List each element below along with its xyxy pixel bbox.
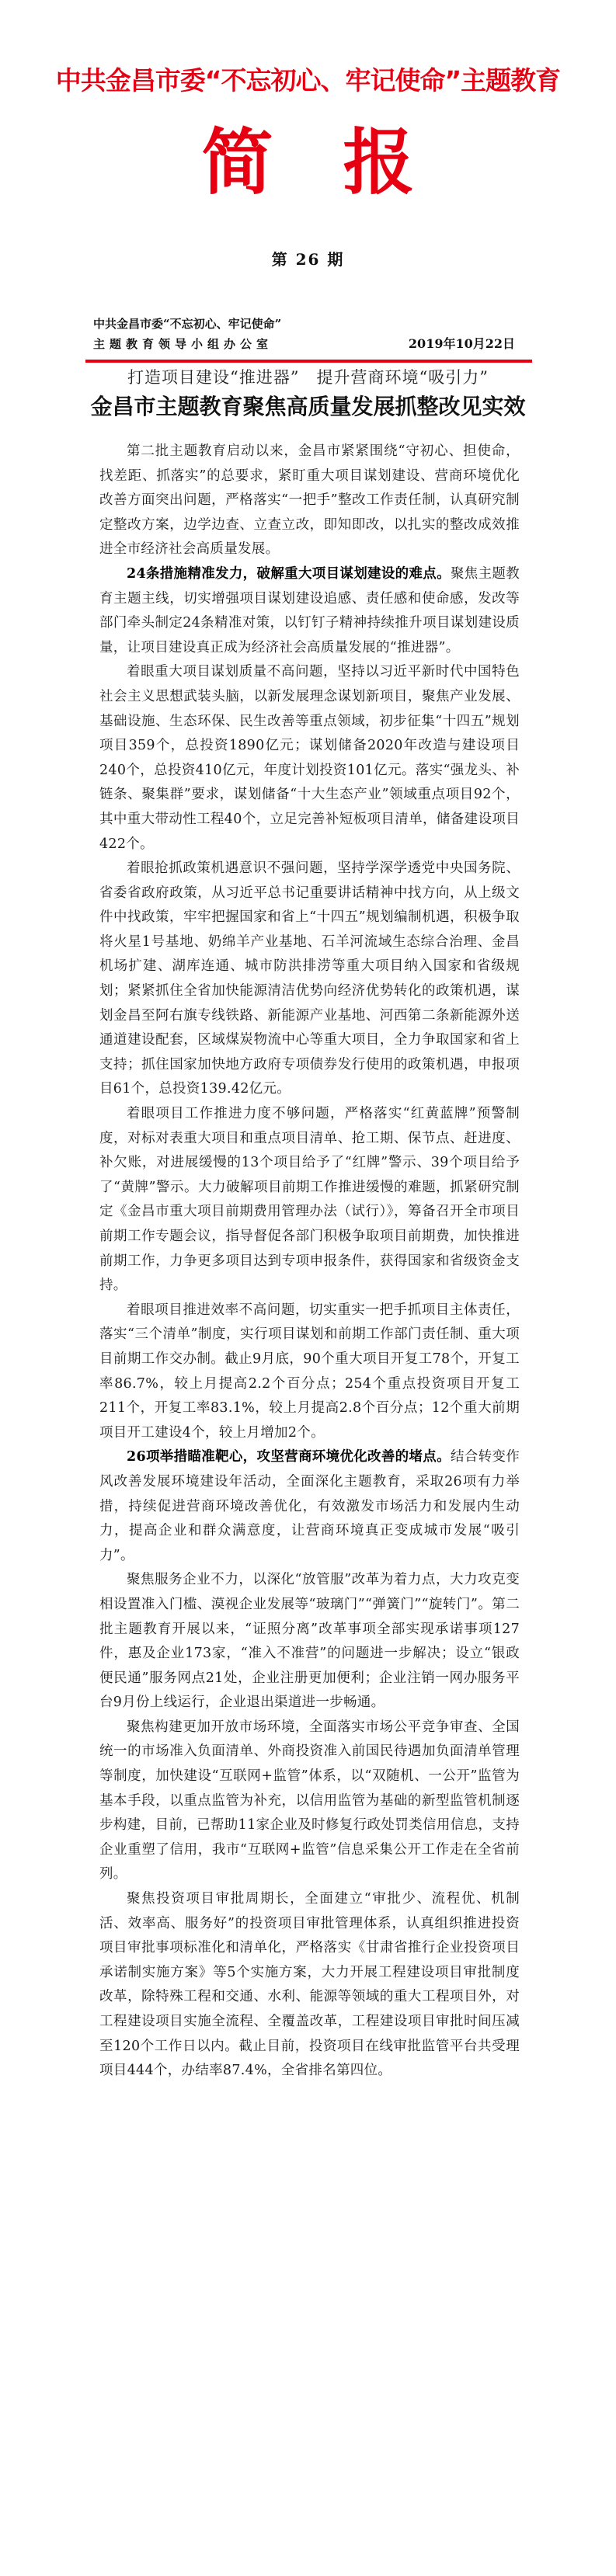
paragraph-text: 聚焦主题教育主题主线，切实增强项目谋划建设追感、责任感和使命感，发改等部门牵头制定24条精准对策，以钉钉子精神持续推升项目谋划建设质量，让项目建设真正成为经济社会高质量发展的“推进器”。: [99, 565, 520, 655]
article-paragraph: [99, 562, 520, 660]
article-paragraph: [99, 1887, 520, 2084]
article-paragraph: [99, 440, 520, 562]
paragraph-text: 着眼项目推进效率不高问题，切实重实一把手抓项目主体责任，落实“三个清单”制度，实行项目谋划和前期工作部门责任制、重大项目前期工作交办制。截止9月底，90个重大项目开复工78个，开复工率86.7%，较上月提高2.2个百分点；254个重点投资项目开复工211个，开复工率83.1%，较上月提高2.8个百分点；12个重大前期项目开工建设4个，较上月增加2个。: [99, 1302, 520, 1441]
issue-number: 第 26 期: [271, 250, 345, 269]
article-paragraph: [99, 660, 520, 857]
article-subtitle: 打造项目建设“推进器” 提升营商环境“吸引力”: [127, 368, 489, 387]
paragraph-lead: 26项举措瞄准靶心，攻坚营商环境优化改善的堵点。: [127, 1449, 451, 1465]
paragraph-text: 着眼项目工作推进力度不够问题，严格落实“红黄蓝牌”预警制度，对标对表重大项目和重点项目清单、抢工期、保节点、赶进度、补欠账，对进展缓慢的13个项目给予了“红牌”警示、39个项目给予了“黄牌”警示。大力破解项目前期工作推进缓慢的难题，抓紧研究制定《金昌市重大项目前期费用管理办法（试行）》，筹备召开全市项目前期工作专题会议，指导督促各部门积极争取项目前期费，加快推进前期工作，力争更多项目达到专项申报条件，获得国家和省级资金支持。: [99, 1106, 520, 1294]
issuer-line-2: 主题教育领导小组办公室: [93, 337, 273, 351]
article-paragraph: [99, 1298, 520, 1446]
paragraph-text: 第二批主题教育启动以来，金昌市紧紧围绕“守初心、担使命，找差距、抓落实”的总要求，紧盯重大项目谋划建设、营商环境优化改善方面突出问题，严格落实“一把手”整改工作责任制，认真研究制定整改方案，边学边查、立查立改，即知即改，以扎实的整改成效推进全市经济社会高质量发展。: [99, 443, 520, 558]
paragraph-text: 结合转变作风改善发展环境建设年活动，全面深化主题教育，采取26项有力举措，持续促进营商环境改善优化，有效激发市场活力和发展内生动力，提高企业和群众满意度，让营商环境真正变成城市发展“吸引力”。: [99, 1449, 520, 1563]
issuer-line-1: 中共金昌市委“不忘初心、牢记使命”: [93, 317, 282, 331]
article-paragraph: [99, 1568, 520, 1716]
issue-date: 2019年10月22日: [408, 336, 515, 351]
paragraph-text: 聚焦构建更加开放市场环境，全面落实市场公平竞争审查、全国统一的市场准入负面清单、外商投资准入前国民待遇加负面清单管理等制度，加快建设“互联网+监管”体系，以“双随机、一公开”监管为基本手段，以重点监管为补充，以信用监管为基础的新型监管机制逐步构建，目前，已帮助11家企业及时修复行政处罚类信用信息，支持企业重塑了信用，我市“互联网+监管”信息采集公开工作走在全省前列。: [99, 1719, 520, 1882]
masthead-title: 中共金昌市委“不忘初心、牢记使命”主题教育: [55, 65, 561, 96]
article-paragraph: [99, 1716, 520, 1887]
paragraph-text: 聚焦投资项目审批周期长，全面建立“审批少、流程优、机制活、效率高、服务好”的投资项目审批管理体系，认真组织推进投资项目审批事项标准化和清单化，严格落实《甘肃省推行企业投资项目承诺制实施方案》等5个实施方案，大力开展工程建设项目审批制度改革，除特殊工程和交通、水利、能源等领域的重大工程项目外，对工程建设项目实施全流程、全覆盖改革，工程建设项目审批时间压减至120个工作日以内。截止目前，投资项目在线审批监管平台共受理项目444个，办结率87.4%，全省排名第四位。: [99, 1891, 520, 2079]
paragraph-text: 聚焦服务企业不力，以深化“放管服”改革为着力点，大力攻克变相设置准入门槛、漠视企业发展等“玻璃门”“弹簧门”“旋转门”。第二批主题教育开展以来，“证照分离”改革事项全部实现承诺事项127件，惠及企业173家，“准入不准营”的问题进一步解决；设立“银政便民通”服务网点21处，企业注册更加便利；企业注销一网办服务平台9月份上线运行，企业退出渠道进一步畅通。: [99, 1572, 520, 1711]
red-divider: [85, 360, 532, 363]
article-title: 金昌市主题教育聚焦高质量发展抓整改见实效: [90, 394, 526, 419]
paragraph-lead: 24条措施精准发力，破解重大项目谋划建设的难点。: [127, 565, 451, 582]
article-body: [99, 440, 520, 2084]
paragraph-text: 着眼抢抓政策机遇意识不强问题，坚持学深学透党中央国务院、省委省政府政策，从习近平总书记重要讲话精神中找方向，从上级文件中找政策，牢牢把握国家和省上“十四五”规划编制机遇，积极争取将火星1号基地、奶绵羊产业基地、石羊河流域生态综合治理、金昌机场扩建、湖库连通、城市防洪排涝等重大项目纳入国家和省级规划；紧紧抓住全省加快能源清洁优势向经济优势转化的政策机遇，谋划金昌至阿右旗专线铁路、新能源产业基地、河西第二条新能源外送通道建设配套，区域煤炭物流中心等重大项目，全力争取国家和省上支持；抓住国家加快地方政府专项债券发行使用的政策机遇，申报项目61个，总投资139.42亿元。: [99, 860, 520, 1097]
issuer-block: [93, 314, 281, 354]
bulletin-heading: 简报: [201, 121, 485, 204]
article-paragraph: [99, 1445, 520, 1568]
article-paragraph: [99, 857, 520, 1102]
paragraph-text: 着眼重大项目谋划质量不高问题，坚持以习近平新时代中国特色社会主义思想武装头脑，以新发展理念谋划新项目，聚焦产业发展、基础设施、生态环保、民生改善等重点领域，初步征集“十四五”规划项目359个，总投资1890亿元；谋划储备2020年改造与建设项目240个，总投资410亿元，年度计划投资101亿元。落实“强龙头、补链条、聚集群”要求，谋划储备“十大生态产业”领域重点项目92个，其中重大带动性工程40个，立足完善补短板项目清单，储备建设项目422个。: [99, 664, 520, 852]
article-paragraph: [99, 1102, 520, 1298]
